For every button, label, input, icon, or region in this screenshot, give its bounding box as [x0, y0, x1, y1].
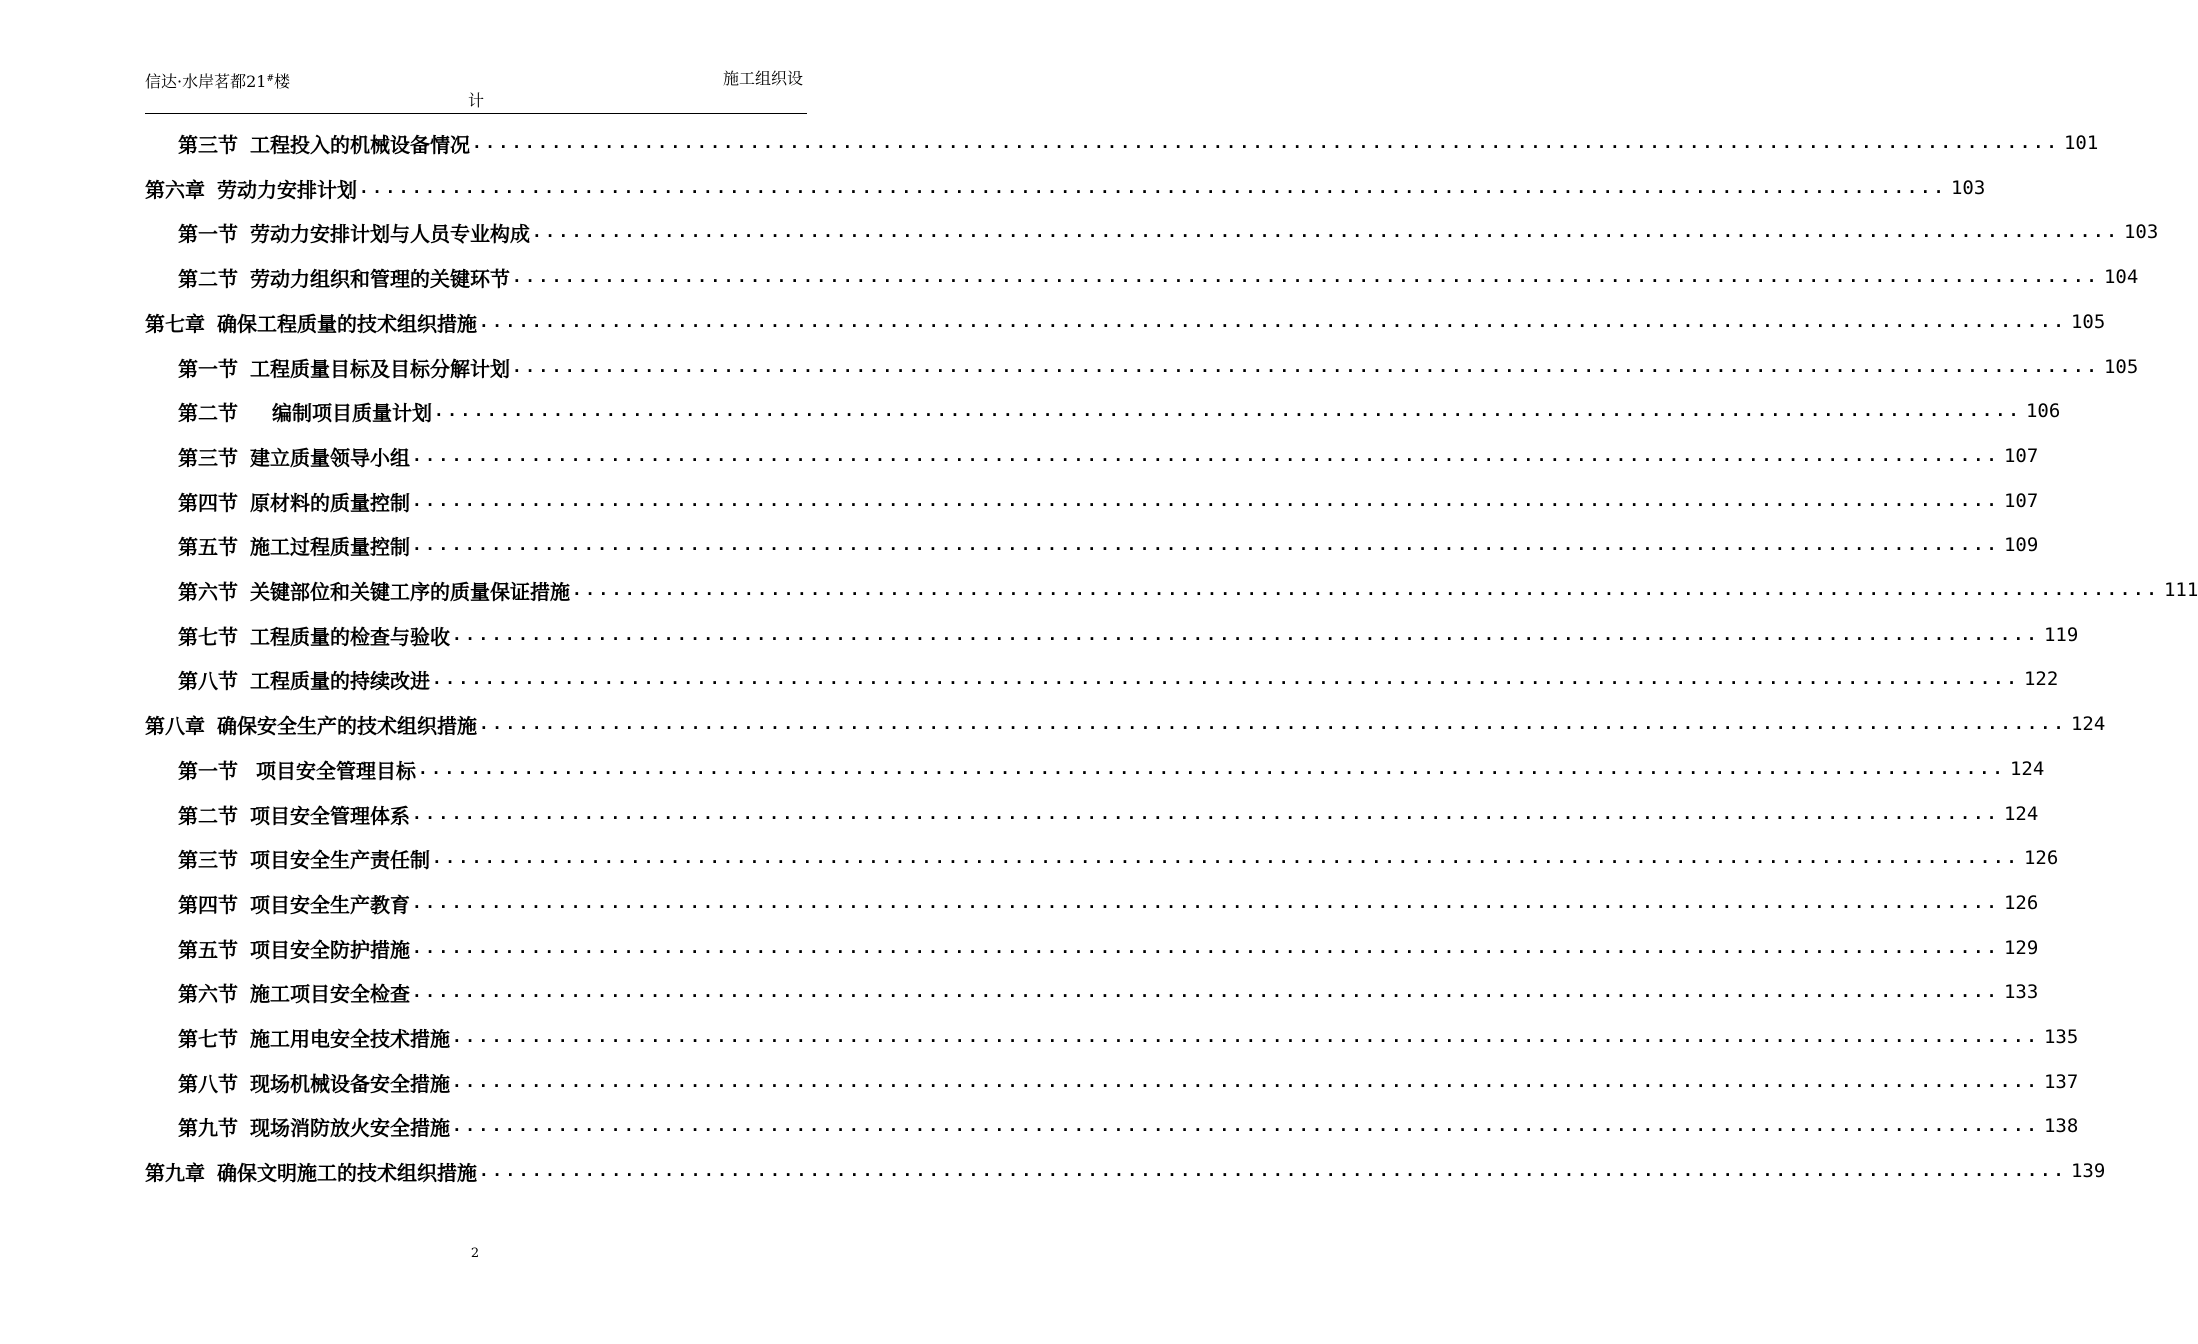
toc-leader-dots: ........................................................................................................................ [472, 133, 2060, 152]
toc-entry[interactable] [178, 217, 2159, 247]
toc-entry-title: 劳动力安排计划与人员专业构成 [250, 221, 530, 246]
toc-entry-page: 107 [2003, 490, 2039, 512]
toc-entry-label: 第七章 [145, 311, 205, 336]
toc-entry-label: 第五节 [178, 534, 238, 559]
toc-entry[interactable] [178, 1067, 2079, 1097]
toc-entry-label: 第一节 [178, 758, 238, 783]
toc-entry-title: 项目安全管理目标 [256, 758, 416, 783]
toc-entry-title: 项目安全生产教育 [250, 892, 410, 917]
toc-entry-title: 施工用电安全技术措施 [250, 1026, 450, 1051]
toc-entry-page: 126 [2003, 892, 2039, 914]
toc-leader-dots: ........................................................................................................................ [452, 1072, 2040, 1091]
toc-leader-dots: ........................................................................................................................ [452, 625, 2040, 644]
toc-entry-page: 124 [2003, 803, 2039, 825]
toc-entry-label: 第四节 [178, 892, 238, 917]
toc-entry-page: 135 [2043, 1026, 2079, 1048]
toc-entry[interactable] [178, 262, 2139, 292]
toc-entry[interactable] [178, 352, 2139, 382]
toc-entry-label: 第二节 [178, 400, 238, 425]
toc-entry[interactable] [178, 754, 2045, 784]
toc-entry[interactable] [178, 933, 2039, 963]
toc-entry-page: 126 [2023, 847, 2059, 869]
toc-entry-label: 第六章 [145, 177, 205, 202]
toc-entry-page: 101 [2063, 132, 2099, 154]
toc-entry[interactable] [145, 709, 2106, 739]
toc-leader-dots: ........................................................................................................................ [479, 1161, 2067, 1180]
header-doc-title-wrap: 计 [468, 91, 485, 110]
toc-entry-label: 第九节 [178, 1115, 238, 1140]
toc-entry-title: 劳动力安排计划 [217, 177, 357, 202]
toc-entry-label: 第一节 [178, 356, 238, 381]
toc-entry-label: 第八章 [145, 713, 205, 738]
toc-entry[interactable] [178, 441, 2039, 471]
toc-entry-title: 施工项目安全检查 [250, 981, 410, 1006]
toc-entry-page: 103 [1950, 177, 1986, 199]
toc-leader-dots: ........................................................................................................................ [479, 312, 2067, 331]
toc-entry-label: 第八节 [178, 1071, 238, 1096]
toc-entry-page: 124 [2070, 713, 2106, 735]
toc-entry-title: 确保文明施工的技术组织措施 [217, 1160, 477, 1185]
toc-entry-title: 工程质量的持续改进 [250, 668, 430, 693]
toc-entry-title: 项目安全生产责任制 [250, 847, 430, 872]
toc-leader-dots: ........................................................................................................................ [359, 178, 1947, 197]
toc-entry-page: 105 [2103, 356, 2139, 378]
toc-entry-label: 第五节 [178, 937, 238, 962]
toc-entry-title: 原材料的质量控制 [250, 490, 410, 515]
toc-entry[interactable] [178, 664, 2059, 694]
toc-entry-page: 133 [2003, 981, 2039, 1003]
toc-entry[interactable] [178, 1111, 2079, 1141]
toc-leader-dots: ........................................................................................................................ [572, 580, 2160, 599]
toc-leader-dots: ........................................................................................................................ [434, 401, 2022, 420]
header-doc-title: 施工组织设 [723, 69, 804, 88]
page-number: 2 [470, 1246, 480, 1261]
toc-leader-dots: ........................................................................................................................ [412, 446, 2000, 465]
header-rule [145, 113, 807, 114]
toc-entry-label: 第六节 [178, 981, 238, 1006]
toc-entry-label: 第三节 [178, 847, 238, 872]
toc-entry[interactable] [145, 173, 1986, 203]
toc-leader-dots: ........................................................................................................................ [412, 893, 2000, 912]
toc-entry[interactable] [178, 799, 2039, 829]
toc-entry-title: 工程投入的机械设备情况 [250, 132, 470, 157]
toc-entry-label: 第二节 [178, 266, 238, 291]
toc-entry-label: 第七节 [178, 1026, 238, 1051]
toc-entry[interactable] [178, 977, 2039, 1007]
toc-leader-dots: ........................................................................................................................ [418, 759, 2006, 778]
toc-entry-title: 工程质量目标及目标分解计划 [250, 356, 510, 381]
toc-entry-page: 129 [2003, 937, 2039, 959]
toc-entry[interactable] [178, 396, 2061, 426]
toc-entry-page: 104 [2103, 266, 2139, 288]
toc-leader-dots: ........................................................................................................................ [412, 938, 2000, 957]
toc-entry-page: 105 [2070, 311, 2106, 333]
toc-entry-page: 119 [2043, 624, 2079, 646]
toc-entry-page: 139 [2070, 1160, 2106, 1182]
toc-entry-title: 建立质量领导小组 [250, 445, 410, 470]
toc-entry-label: 第七节 [178, 624, 238, 649]
toc-entry-label: 第九章 [145, 1160, 205, 1185]
toc-entry-page: 122 [2023, 668, 2059, 690]
toc-leader-dots: ........................................................................................................................ [412, 491, 2000, 510]
toc-leader-dots: ........................................................................................................................ [452, 1027, 2040, 1046]
toc-leader-dots: ........................................................................................................................ [479, 714, 2067, 733]
toc-entry-page: 137 [2043, 1071, 2079, 1093]
toc-entry-page: 107 [2003, 445, 2039, 467]
toc-entry[interactable] [178, 843, 2059, 873]
toc-entry-label: 第四节 [178, 490, 238, 515]
toc-entry-title: 劳动力组织和管理的关键环节 [250, 266, 510, 291]
toc-entry[interactable] [178, 888, 2039, 918]
toc-entry-title: 项目安全防护措施 [250, 937, 410, 962]
toc-leader-dots: ........................................................................................................................ [412, 535, 2000, 554]
toc-entry-label: 第一节 [178, 221, 238, 246]
toc-entry[interactable] [178, 575, 2198, 605]
toc-entry-label: 第六节 [178, 579, 238, 604]
toc-entry-label: 第三节 [178, 132, 238, 157]
toc-entry[interactable] [145, 1156, 2106, 1186]
toc-entry-label: 第二节 [178, 803, 238, 828]
toc-entry-title: 项目安全管理体系 [250, 803, 410, 828]
toc-leader-dots: ........................................................................................................................ [432, 669, 2020, 688]
toc-leader-dots: ........................................................................................................................ [452, 1116, 2040, 1135]
toc-entry-title: 确保工程质量的技术组织措施 [217, 311, 477, 336]
toc-entry-page: 103 [2123, 221, 2159, 243]
toc-entry-title: 编制项目质量计划 [272, 400, 432, 425]
toc-entry-page: 111 [2163, 579, 2198, 601]
toc-entry-title: 工程质量的检查与验收 [250, 624, 450, 649]
toc-entry-title: 施工过程质量控制 [250, 534, 410, 559]
toc-entry-label: 第三节 [178, 445, 238, 470]
toc-entry[interactable] [145, 307, 2106, 337]
toc-leader-dots: ........................................................................................................................ [412, 804, 2000, 823]
toc-entry[interactable] [178, 128, 2099, 158]
toc-leader-dots: ........................................................................................................................ [512, 357, 2100, 376]
toc-entry-title: 确保安全生产的技术组织措施 [217, 713, 477, 738]
toc-entry[interactable] [178, 486, 2039, 516]
toc-entry-title: 关键部位和关键工序的质量保证措施 [250, 579, 570, 604]
toc-entry-title: 现场消防放火安全措施 [250, 1115, 450, 1140]
toc-leader-dots: ........................................................................................................................ [512, 267, 2100, 286]
toc-entry[interactable] [178, 1022, 2079, 1052]
toc-leader-dots: ........................................................................................................................ [432, 848, 2020, 867]
toc-leader-dots: ........................................................................................................................ [532, 222, 2120, 241]
header-project-name: 信达·水岸茗都21#楼 [145, 72, 291, 91]
toc-entry-page: 106 [2025, 400, 2061, 422]
toc-entry-page: 109 [2003, 534, 2039, 556]
toc-entry-page: 138 [2043, 1115, 2079, 1137]
toc-entry-page: 124 [2009, 758, 2045, 780]
toc-entry[interactable] [178, 530, 2039, 560]
toc-leader-dots: ........................................................................................................................ [412, 982, 2000, 1001]
toc-entry-label: 第八节 [178, 668, 238, 693]
toc-entry-title: 现场机械设备安全措施 [250, 1071, 450, 1096]
toc-entry[interactable] [178, 620, 2079, 650]
